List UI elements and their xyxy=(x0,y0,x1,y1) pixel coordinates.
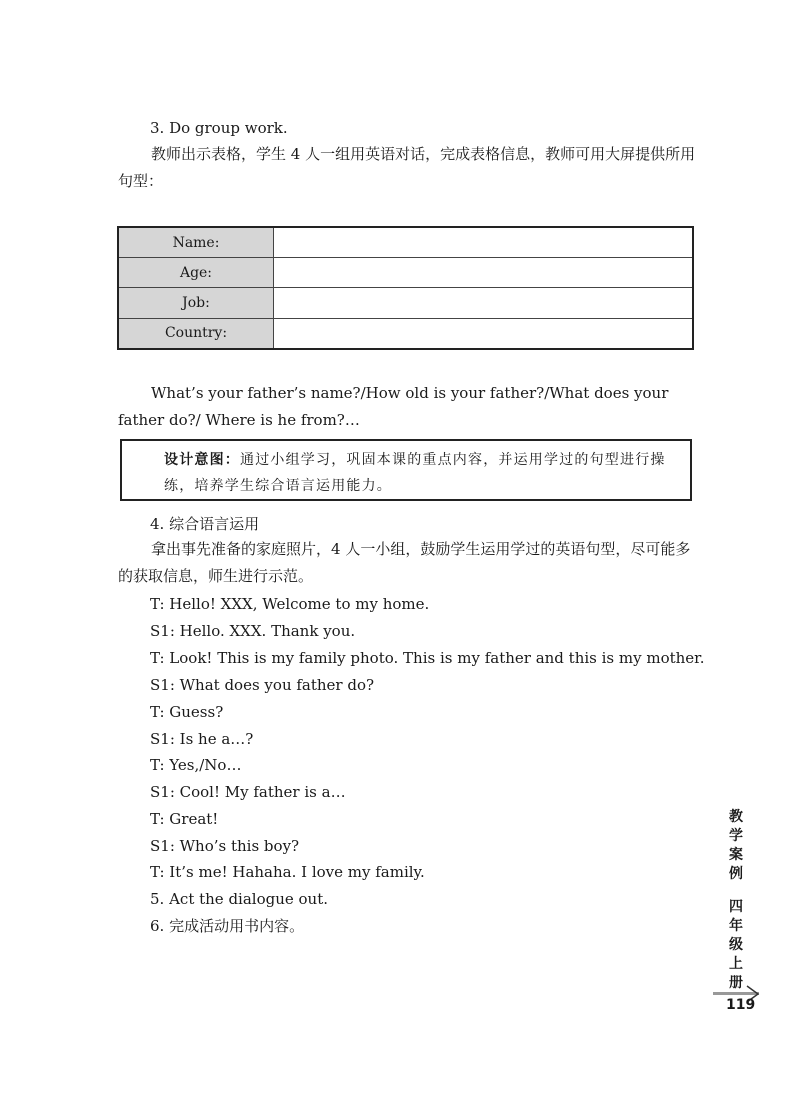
heading-3: 3. Do group work. xyxy=(150,119,288,137)
table-label-age: Age: xyxy=(118,258,274,288)
side-char: 学 xyxy=(729,828,743,844)
table-label-country: Country: xyxy=(118,318,274,349)
design-intent-box xyxy=(120,439,692,501)
heading-6: 6. 完成活动用书内容。 xyxy=(150,917,305,935)
side-char: 年 xyxy=(729,918,743,934)
side-char: 册 xyxy=(729,975,743,991)
table-label-name: Name: xyxy=(118,227,274,258)
side-label-series xyxy=(726,808,746,884)
table-row xyxy=(118,258,693,288)
table-value-country xyxy=(274,318,694,349)
section-4-paragraph: 拿出事先准备的家庭照片，4 人一小组，鼓励学生运用学过的英语句型，尽可能多的获取信息，师生进行示范。 xyxy=(118,540,691,585)
heading-4: 4. 综合语言运用 xyxy=(150,515,260,533)
dialogue-line: T: Guess? xyxy=(150,703,224,721)
side-char: 上 xyxy=(729,956,743,972)
intro-paragraph: 教师出示表格，学生 4 人一组用英语对话，完成表格信息，教师可用大屏提供所用句型： xyxy=(118,145,696,190)
side-label-grade xyxy=(726,898,746,993)
heading-5: 5. Act the dialogue out. xyxy=(150,890,329,908)
side-char: 例 xyxy=(729,866,743,882)
info-table xyxy=(117,226,694,350)
dialogue-line: T: Hello! XXX, Welcome to my home. xyxy=(150,595,430,613)
dialogue-line: S1: Cool! My father is a… xyxy=(150,783,346,801)
design-intent-text: 通过小组学习，巩固本课的重点内容，并运用学过的句型进行操练，培养学生综合语言运用能力。 xyxy=(164,452,666,494)
table-row xyxy=(118,227,693,258)
side-char: 级 xyxy=(729,937,743,953)
dialogue-line: T: Yes,/No… xyxy=(150,756,242,774)
table-row xyxy=(118,288,693,318)
dialogue-line: T: Look! This is my family photo. This is my father and this is my mother. xyxy=(150,649,705,667)
table-value-name xyxy=(274,227,694,258)
dialogue-line: S1: What does you father do? xyxy=(150,676,375,694)
table-value-job xyxy=(274,288,694,318)
table-row xyxy=(118,318,693,349)
side-char: 四 xyxy=(729,899,743,915)
dialogue-line: S1: Is he a…? xyxy=(150,730,254,748)
dialogue-line: T: Great! xyxy=(150,810,219,828)
question-patterns: What’s your father’s name?/How old is your father?/What does your father do?/ Where is he from?… xyxy=(118,384,669,429)
dialogue-line: T: It’s me! Hahaha. I love my family. xyxy=(150,863,425,881)
page-number: 119 xyxy=(726,997,756,1013)
dialogue-line: S1: Hello. XXX. Thank you. xyxy=(150,622,356,640)
design-intent-label: 设计意图： xyxy=(164,452,240,468)
dialogue-line: S1: Who’s this boy? xyxy=(150,837,300,855)
side-char: 案 xyxy=(729,847,743,863)
side-char: 教 xyxy=(729,809,743,825)
table-label-job: Job: xyxy=(118,288,274,318)
table-value-age xyxy=(274,258,694,288)
